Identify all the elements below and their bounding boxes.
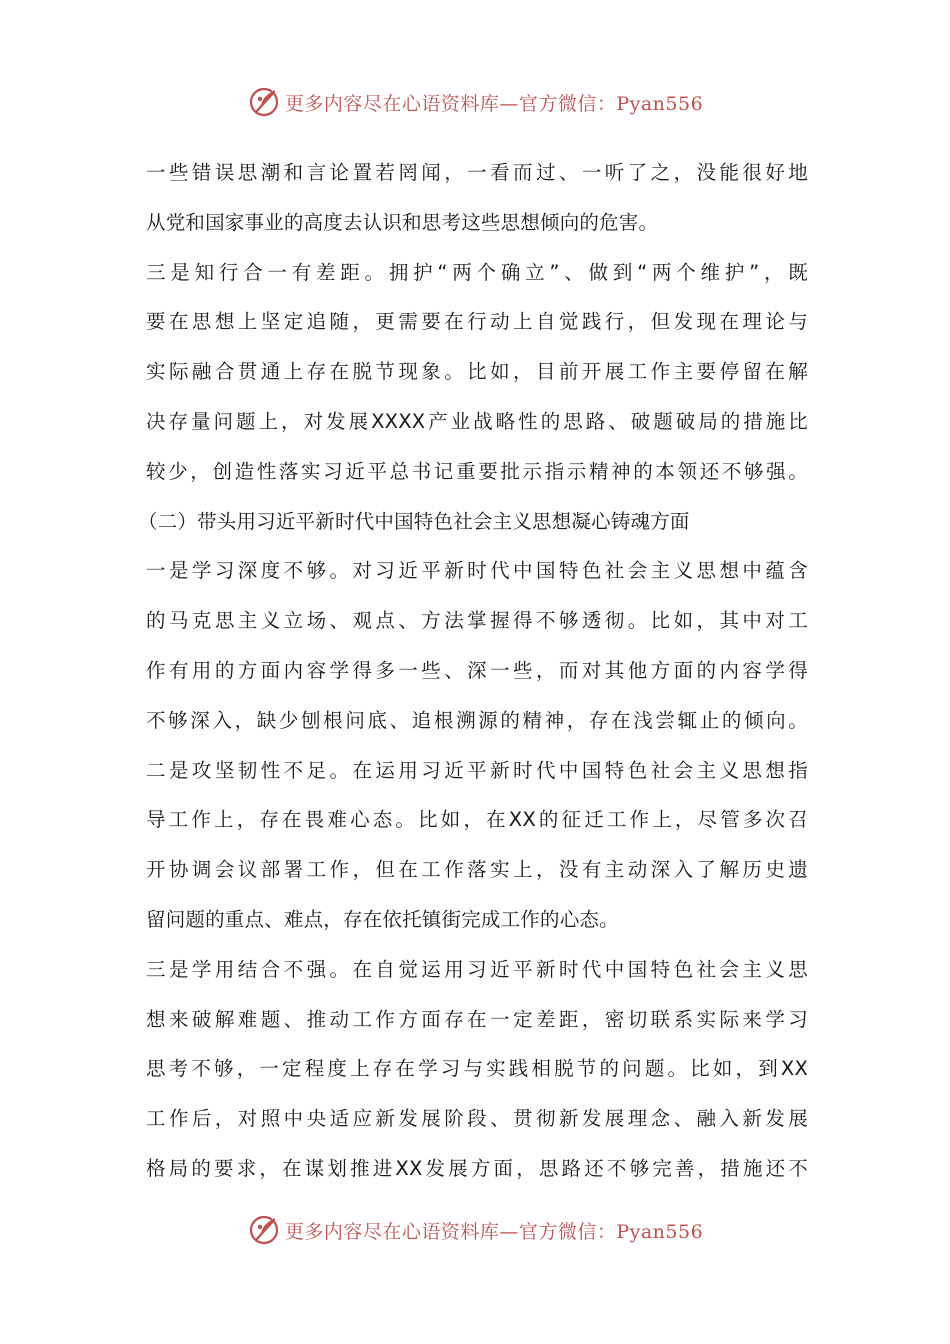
watermark-text: 更多内容尽在心语资料库—官方微信：Pyan556 [284,1220,704,1243]
text-line: 决存量问题上，对发展XXXX产业战略性的思路、破题破局的措施比 [146,409,808,433]
text-line: 想来破解难题、推动工作方面存在一定差距，密切联系实际来学习 [146,1007,808,1031]
watermark-text: 更多内容尽在心语资料库—官方微信：Pyan556 [284,92,704,115]
text-line: 导工作上，存在畏难心态。比如，在XX的征迁工作上，尽管多次召 [146,808,808,832]
text-line: 工作后，对照中央适应新发展阶段、贯彻新发展理念、融入新发展 [146,1107,808,1131]
text-line: 要在思想上坚定追随，更需要在行动上自觉践行，但发现在理论与 [146,310,808,334]
text-line: 思考不够，一定程度上存在学习与实践相脱节的问题。比如，到XX [146,1057,808,1081]
text-line: 二是攻坚韧性不足。在运用习近平新时代中国特色社会主义思想指 [146,758,808,782]
text-line: 不够深入，缺少刨根问底、追根溯源的精神，存在浅尝辄止的倾向。 [146,708,808,732]
text-line: 三是学用结合不强。在自觉运用习近平新时代中国特色社会主义思 [146,957,808,981]
text-line: 格局的要求，在谋划推进XX发展方面，思路还不够完善，措施还不 [146,1156,808,1180]
text-line: 开协调会议部署工作，但在工作落实上，没有主动深入了解历史遗 [146,858,808,882]
watermark-footer [0,1210,950,1250]
watermark-header [0,82,950,122]
document-body [138,148,808,1194]
quill-logo-icon [247,85,281,119]
section-heading: （二）带头用习近平新时代中国特色社会主义思想凝心铸魂方面 [138,509,690,533]
text-line: 作有用的方面内容学得多一些、深一些，而对其他方面的内容学得 [146,658,808,682]
text-line: 留问题的重点、难点，存在依托镇街完成工作的心态。 [146,907,619,931]
text-line: 从党和国家事业的高度去认识和思考这些思想倾向的危害。 [146,210,659,234]
text-line: 一是学习深度不够。对习近平新时代中国特色社会主义思想中蕴含 [146,559,808,583]
text-line: 三是知行合一有差距。拥护“两个确立”、做到“两个维护”，既 [146,260,808,284]
quill-logo-icon [247,1213,281,1247]
text-line: 的马克思主义立场、观点、方法掌握得不够透彻。比如，其中对工 [146,609,808,633]
text-line: 实际融合贯通上存在脱节现象。比如，目前开展工作主要停留在解 [146,360,808,384]
text-line: 较少，创造性落实习近平总书记重要批示指示精神的本领还不够强。 [146,459,808,483]
text-line: 一些错误思潮和言论置若罔闻，一看而过、一听了之，没能很好地 [146,161,808,184]
